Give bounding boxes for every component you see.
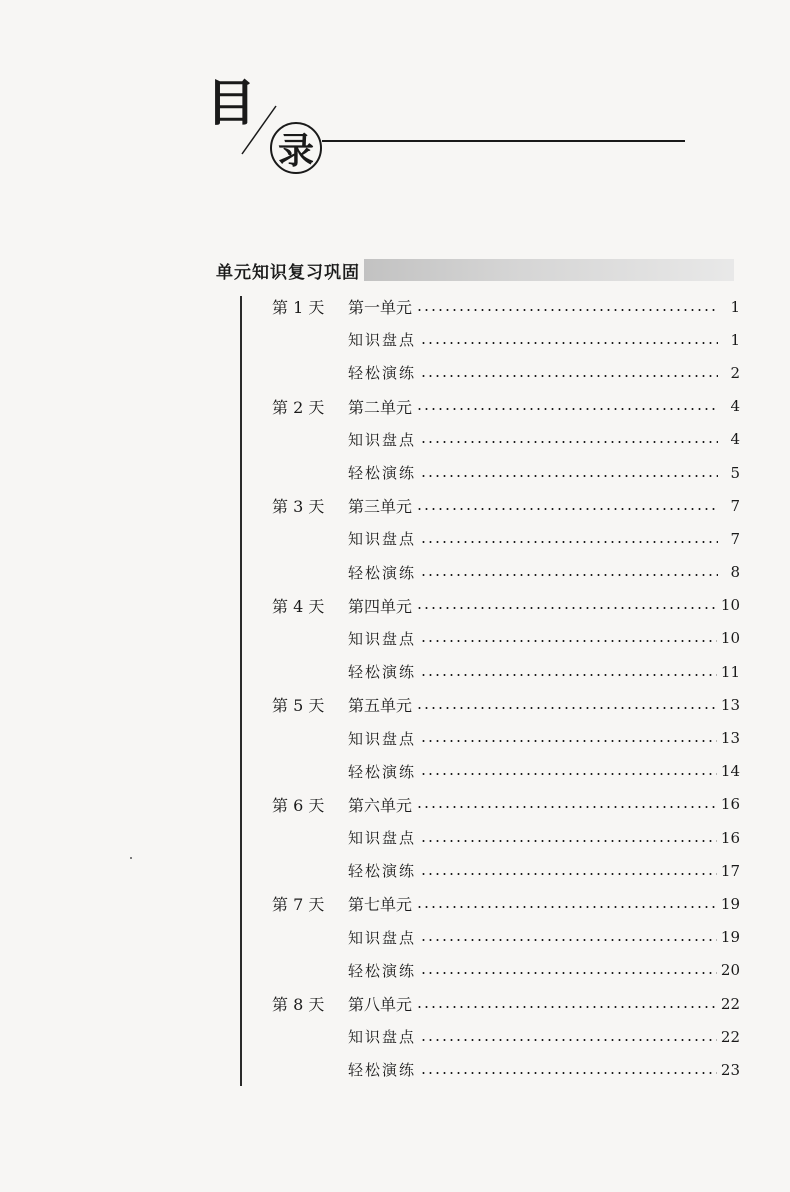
- toc-subentry-label: 轻松演练: [348, 464, 417, 483]
- toc-page-number: 1: [730, 330, 740, 349]
- toc-unit-label: 第三单元: [348, 497, 413, 517]
- toc-leader-dots: [420, 475, 718, 477]
- toc-subentry-label: 知识盘点: [348, 629, 417, 648]
- toc-page-number: 14: [720, 762, 740, 781]
- toc-subentry[interactable]: [272, 356, 740, 389]
- toc-subentry[interactable]: [272, 854, 740, 887]
- toc-entry-day-4[interactable]: [272, 589, 740, 622]
- toc-day-label: 第 7 天: [272, 895, 325, 915]
- toc-unit-label: 第五单元: [348, 696, 413, 716]
- toc-unit-label: 第二单元: [348, 397, 413, 417]
- toc-page-number: 22: [720, 1027, 740, 1046]
- toc-day-label: 第 1 天: [272, 298, 325, 318]
- toc-vertical-rule: [240, 296, 242, 1086]
- toc-page-number: 16: [720, 795, 740, 814]
- toc-leader-dots: [420, 873, 717, 875]
- toc-page-number: 5: [730, 463, 740, 482]
- toc-list: [272, 290, 740, 1087]
- title-rule-line: [322, 140, 685, 142]
- toc-page-number: 10: [720, 629, 740, 648]
- toc-subentry[interactable]: [272, 522, 740, 555]
- toc-subentry-label: 知识盘点: [348, 729, 417, 748]
- toc-entry-day-3[interactable]: [272, 489, 740, 522]
- toc-page-number: 20: [720, 961, 740, 980]
- toc-leader-dots: [420, 674, 717, 676]
- toc-page-number: 17: [720, 861, 740, 880]
- toc-page-number: 4: [730, 397, 740, 416]
- toc-page-number: 13: [720, 695, 740, 714]
- title-char-mu: 目: [206, 73, 256, 132]
- toc-leader-dots: [416, 906, 717, 908]
- toc-unit-label: 第七单元: [348, 895, 413, 915]
- toc-day-label: 第 6 天: [272, 795, 325, 815]
- toc-entry-day-1[interactable]: [272, 290, 740, 323]
- toc-subentry-label: 知识盘点: [348, 1028, 417, 1047]
- title-char-lu: 录: [277, 129, 314, 172]
- toc-leader-dots: [420, 939, 717, 941]
- toc-leader-dots: [420, 1039, 717, 1041]
- toc-day-label: 第 2 天: [272, 397, 325, 417]
- toc-page-number: 2: [730, 363, 740, 382]
- paper-speck: [130, 857, 132, 859]
- toc-leader-dots: [420, 640, 717, 642]
- toc-page-number: 7: [730, 496, 740, 515]
- toc-leader-dots: [416, 508, 718, 510]
- section-title: 单元知识复习巩固: [216, 262, 360, 283]
- toc-subentry-label: 轻松演练: [348, 1061, 417, 1080]
- toc-unit-label: 第六单元: [348, 795, 413, 815]
- toc-leader-dots: [420, 840, 717, 842]
- toc-subentry[interactable]: [272, 1053, 740, 1086]
- section-header: [216, 256, 734, 284]
- toc-subentry-label: 轻松演练: [348, 563, 417, 582]
- toc-subentry-label: 知识盘点: [348, 829, 417, 848]
- toc-page-number: 19: [720, 894, 740, 913]
- toc-leader-dots: [416, 707, 717, 709]
- toc-subentry-label: 知识盘点: [348, 331, 417, 350]
- toc-page-number: 19: [720, 928, 740, 947]
- toc-subentry-label: 知识盘点: [348, 928, 417, 947]
- toc-leader-dots: [420, 375, 718, 377]
- toc-leader-dots: [420, 541, 718, 543]
- toc-leader-dots: [420, 1072, 717, 1074]
- toc-subentry[interactable]: [272, 323, 740, 356]
- toc-leader-dots: [416, 607, 717, 609]
- toc-subentry[interactable]: [272, 821, 740, 854]
- toc-entry-day-7[interactable]: [272, 887, 740, 920]
- toc-subentry[interactable]: [272, 921, 740, 954]
- toc-page-number: 13: [720, 729, 740, 748]
- toc-subentry[interactable]: [272, 556, 740, 589]
- toc-day-label: 第 8 天: [272, 995, 325, 1015]
- toc-subentry-label: 轻松演练: [348, 663, 417, 682]
- toc-subentry[interactable]: [272, 755, 740, 788]
- toc-unit-label: 第八单元: [348, 995, 413, 1015]
- toc-subentry[interactable]: [272, 954, 740, 987]
- toc-unit-label: 第一单元: [348, 298, 413, 318]
- toc-subentry-label: 轻松演练: [348, 762, 417, 781]
- title-circle-badge: [270, 122, 322, 174]
- toc-subentry-label: 知识盘点: [348, 430, 417, 449]
- toc-subentry[interactable]: [272, 423, 740, 456]
- toc-leader-dots: [420, 574, 718, 576]
- toc-leader-dots: [420, 342, 718, 344]
- toc-subentry[interactable]: [272, 721, 740, 754]
- toc-page-number: 22: [720, 994, 740, 1013]
- toc-leader-dots: [420, 972, 717, 974]
- toc-page-number: 16: [720, 828, 740, 847]
- toc-page-number: 8: [730, 563, 740, 582]
- toc-subentry[interactable]: [272, 622, 740, 655]
- toc-page-number: 7: [730, 529, 740, 548]
- toc-leader-dots: [420, 740, 717, 742]
- toc-unit-label: 第四单元: [348, 596, 413, 616]
- toc-leader-dots: [416, 309, 718, 311]
- section-band-decoration: [364, 259, 734, 281]
- toc-page-number: 11: [720, 662, 740, 681]
- toc-leader-dots: [420, 441, 718, 443]
- toc-leader-dots: [420, 773, 717, 775]
- toc-page-number: 23: [720, 1060, 740, 1079]
- toc-page-number: 4: [730, 430, 740, 449]
- toc-subentry-label: 轻松演练: [348, 862, 417, 881]
- toc-subentry[interactable]: [272, 655, 740, 688]
- toc-leader-dots: [416, 408, 718, 410]
- toc-entry-day-5[interactable]: [272, 688, 740, 721]
- toc-entry-day-2[interactable]: [272, 390, 740, 423]
- toc-page-number: 1: [730, 297, 740, 316]
- toc-leader-dots: [416, 1006, 717, 1008]
- toc-subentry[interactable]: [272, 1020, 740, 1053]
- toc-day-label: 第 4 天: [272, 596, 325, 616]
- toc-entry-day-8[interactable]: [272, 987, 740, 1020]
- toc-day-label: 第 3 天: [272, 497, 325, 517]
- toc-leader-dots: [416, 806, 717, 808]
- toc-subentry-label: 轻松演练: [348, 364, 417, 383]
- toc-entry-day-6[interactable]: [272, 788, 740, 821]
- toc-subentry-label: 轻松演练: [348, 961, 417, 980]
- toc-page-number: 10: [720, 596, 740, 615]
- toc-day-label: 第 5 天: [272, 696, 325, 716]
- toc-subentry-label: 知识盘点: [348, 530, 417, 549]
- toc-subentry[interactable]: [272, 456, 740, 489]
